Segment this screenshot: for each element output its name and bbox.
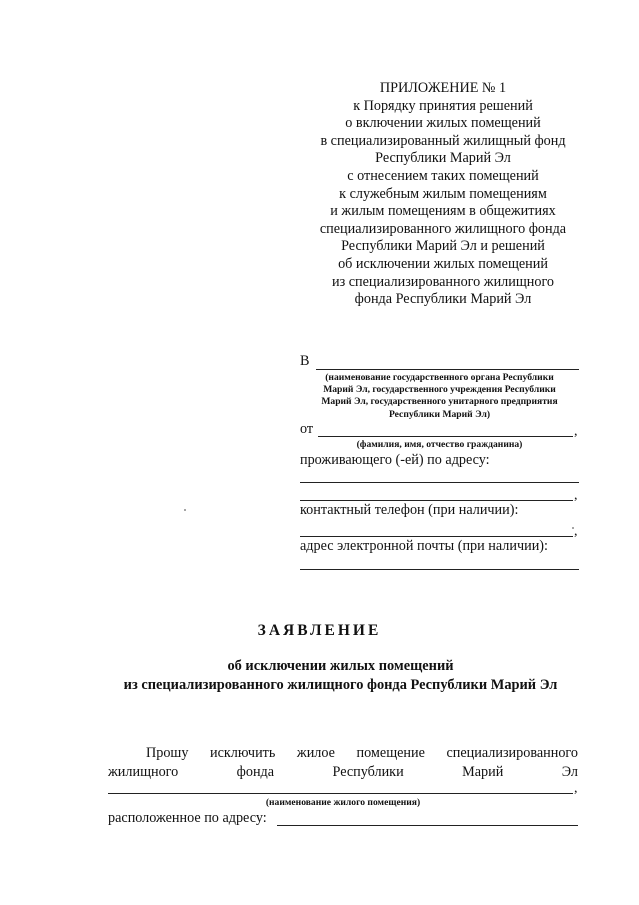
appendix-line: специализированного жилищного фонда	[319, 220, 567, 237]
appendix-line: Республики Марий Эл и решений	[341, 238, 545, 255]
location-label: расположенное по адресу:	[108, 810, 267, 826]
address-input-line-2[interactable]	[300, 500, 573, 501]
appendix-line: с отнесением таких помещений	[347, 167, 539, 184]
statement-subtitle-line-2: из специализированного жилищного фонда Республики Марий Эл	[123, 677, 558, 693]
address-input-line-1[interactable]	[300, 482, 579, 483]
email-input-line[interactable]	[300, 569, 579, 570]
address-comma: ,	[574, 488, 578, 503]
appendix-line: о включении жилых помещений	[345, 115, 541, 132]
appendix-line: об исключении жилых помещений	[338, 255, 548, 272]
appendix-line: к служебным жилым помещениям	[339, 185, 547, 202]
statement-title: ЗАЯВЛЕНИЕ	[257, 622, 382, 639]
appendix-line: к Порядку принятия решений	[353, 97, 533, 114]
to-prefix: В	[300, 353, 310, 369]
appendix-line: Республики Марий Эл	[375, 150, 511, 167]
appendix-title: ПРИЛОЖЕНИЕ № 1	[379, 80, 507, 96]
from-input-line[interactable]	[318, 436, 573, 437]
from-prefix: от	[300, 421, 314, 437]
appendix-line: из специализированного жилищного	[331, 273, 555, 290]
location-input-line[interactable]	[277, 825, 578, 826]
statement-subtitle-line-1: об исключении жилых помещений	[227, 658, 454, 674]
phone-input-line[interactable]	[300, 536, 573, 537]
statement-line-1: Прошу исключить жилое помещение специализированного	[146, 745, 578, 761]
appendix-header	[298, 80, 588, 309]
from-comma: ,	[574, 424, 578, 439]
email-label: адрес электронной почты (при наличии):	[300, 538, 548, 554]
statement-line-2: жилищного фонда Республики Марий Эл	[108, 764, 578, 780]
appendix-line: и жилым помещениям в общежитиях	[330, 203, 556, 220]
to-input-line[interactable]	[316, 369, 579, 370]
phone-label: контактный телефон (при наличии):	[300, 502, 519, 518]
phone-comma: ,	[574, 524, 578, 539]
appendix-line: фонда Республики Марий Эл	[354, 291, 532, 308]
scan-speck	[572, 527, 574, 529]
scan-speck	[184, 509, 186, 511]
premises-hint: (наименование жилого помещения)	[265, 797, 421, 808]
to-hint: (наименование государственного органа Республики Марий Эл, государственного учреждения Республики Марий Эл, государственного унитарного предприятия Республики Марий Эл)	[321, 372, 558, 420]
appendix-line: в специализированный жилищный фонд	[320, 132, 566, 149]
address-label: проживающего (-ей) по адресу:	[300, 452, 490, 468]
premises-comma: ,	[574, 781, 578, 796]
from-hint: (фамилия, имя, отчество гражданина)	[356, 439, 523, 450]
premises-input-line[interactable]	[108, 793, 573, 794]
